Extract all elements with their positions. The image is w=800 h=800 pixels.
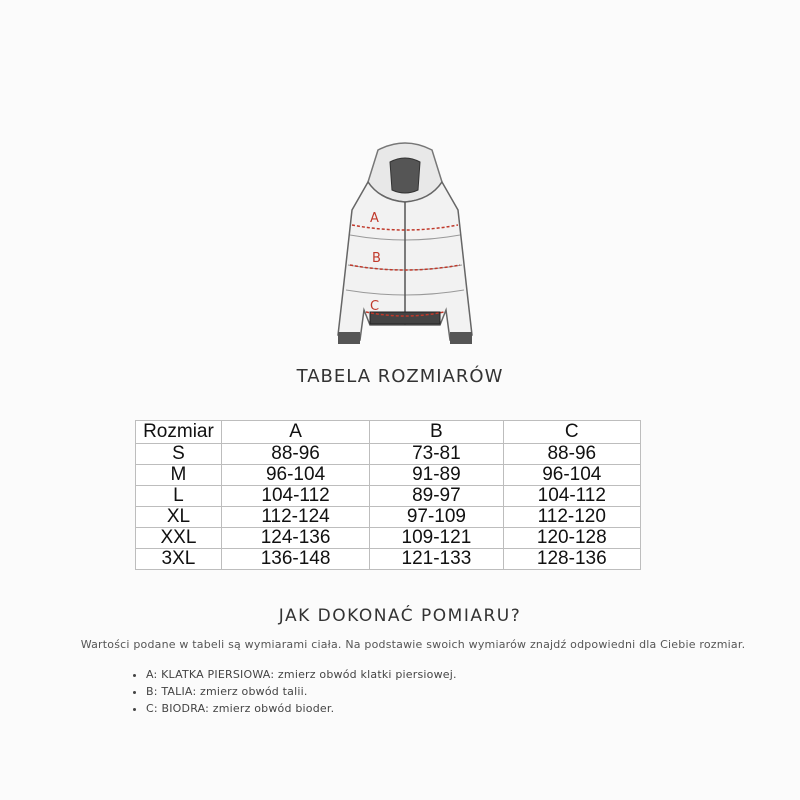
table-cell: 136-148 xyxy=(221,549,369,570)
size-table xyxy=(135,420,641,570)
table-cell: 104-112 xyxy=(503,486,640,507)
header-cell: C xyxy=(503,421,640,444)
list-item: • A: KLATKA PIERSIOWA: zmierz obwód klatki piersiowej. xyxy=(146,666,457,683)
jacket-sketch-icon xyxy=(330,140,480,355)
table-cell: 121-133 xyxy=(370,549,503,570)
table-cell: L xyxy=(136,486,222,507)
table-cell: XL xyxy=(136,507,222,528)
table-cell: 96-104 xyxy=(503,465,640,486)
table-cell: 3XL xyxy=(136,549,222,570)
table-cell: 89-97 xyxy=(370,486,503,507)
table-cell: 96-104 xyxy=(221,465,369,486)
table-row xyxy=(136,444,641,465)
size-table-title: TABELA ROZMIARÓW xyxy=(296,366,504,387)
table-header-row xyxy=(136,421,641,444)
header-cell: Rozmiar xyxy=(136,421,222,444)
table-cell: 88-96 xyxy=(503,444,640,465)
measurement-intro: Wartości podane w tabeli są wymiarami ciała. Na podstawie swoich wymiarów znajdź odpowiedni dla Ciebie rozmiar. xyxy=(80,638,746,651)
label-c: C xyxy=(370,299,380,314)
table-cell: 97-109 xyxy=(370,507,503,528)
table-cell: 88-96 xyxy=(221,444,369,465)
list-item: • B: TALIA: zmierz obwód talii. xyxy=(146,683,457,700)
measurement-list xyxy=(128,666,457,717)
table-cell: 128-136 xyxy=(503,549,640,570)
table-cell: XXL xyxy=(136,528,222,549)
table-row xyxy=(136,549,641,570)
table-cell: M xyxy=(136,465,222,486)
table-cell: 112-124 xyxy=(221,507,369,528)
label-a: A xyxy=(370,211,379,226)
measurement-title: JAK DOKONAĆ POMIARU? xyxy=(278,606,522,626)
table-cell: 124-136 xyxy=(221,528,369,549)
list-item: • C: BIODRA: zmierz obwód bioder. xyxy=(146,700,457,717)
table-cell: 120-128 xyxy=(503,528,640,549)
table-cell: 104-112 xyxy=(221,486,369,507)
table-row xyxy=(136,486,641,507)
label-b: B xyxy=(372,251,381,266)
table-row xyxy=(136,507,641,528)
table-cell: 73-81 xyxy=(370,444,503,465)
table-cell: S xyxy=(136,444,222,465)
table-row xyxy=(136,528,641,549)
jacket-illustration xyxy=(330,140,480,355)
header-cell: B xyxy=(370,421,503,444)
table-cell: 91-89 xyxy=(370,465,503,486)
header-cell: A xyxy=(221,421,369,444)
table-cell: 112-120 xyxy=(503,507,640,528)
table-row xyxy=(136,465,641,486)
table-cell: 109-121 xyxy=(370,528,503,549)
